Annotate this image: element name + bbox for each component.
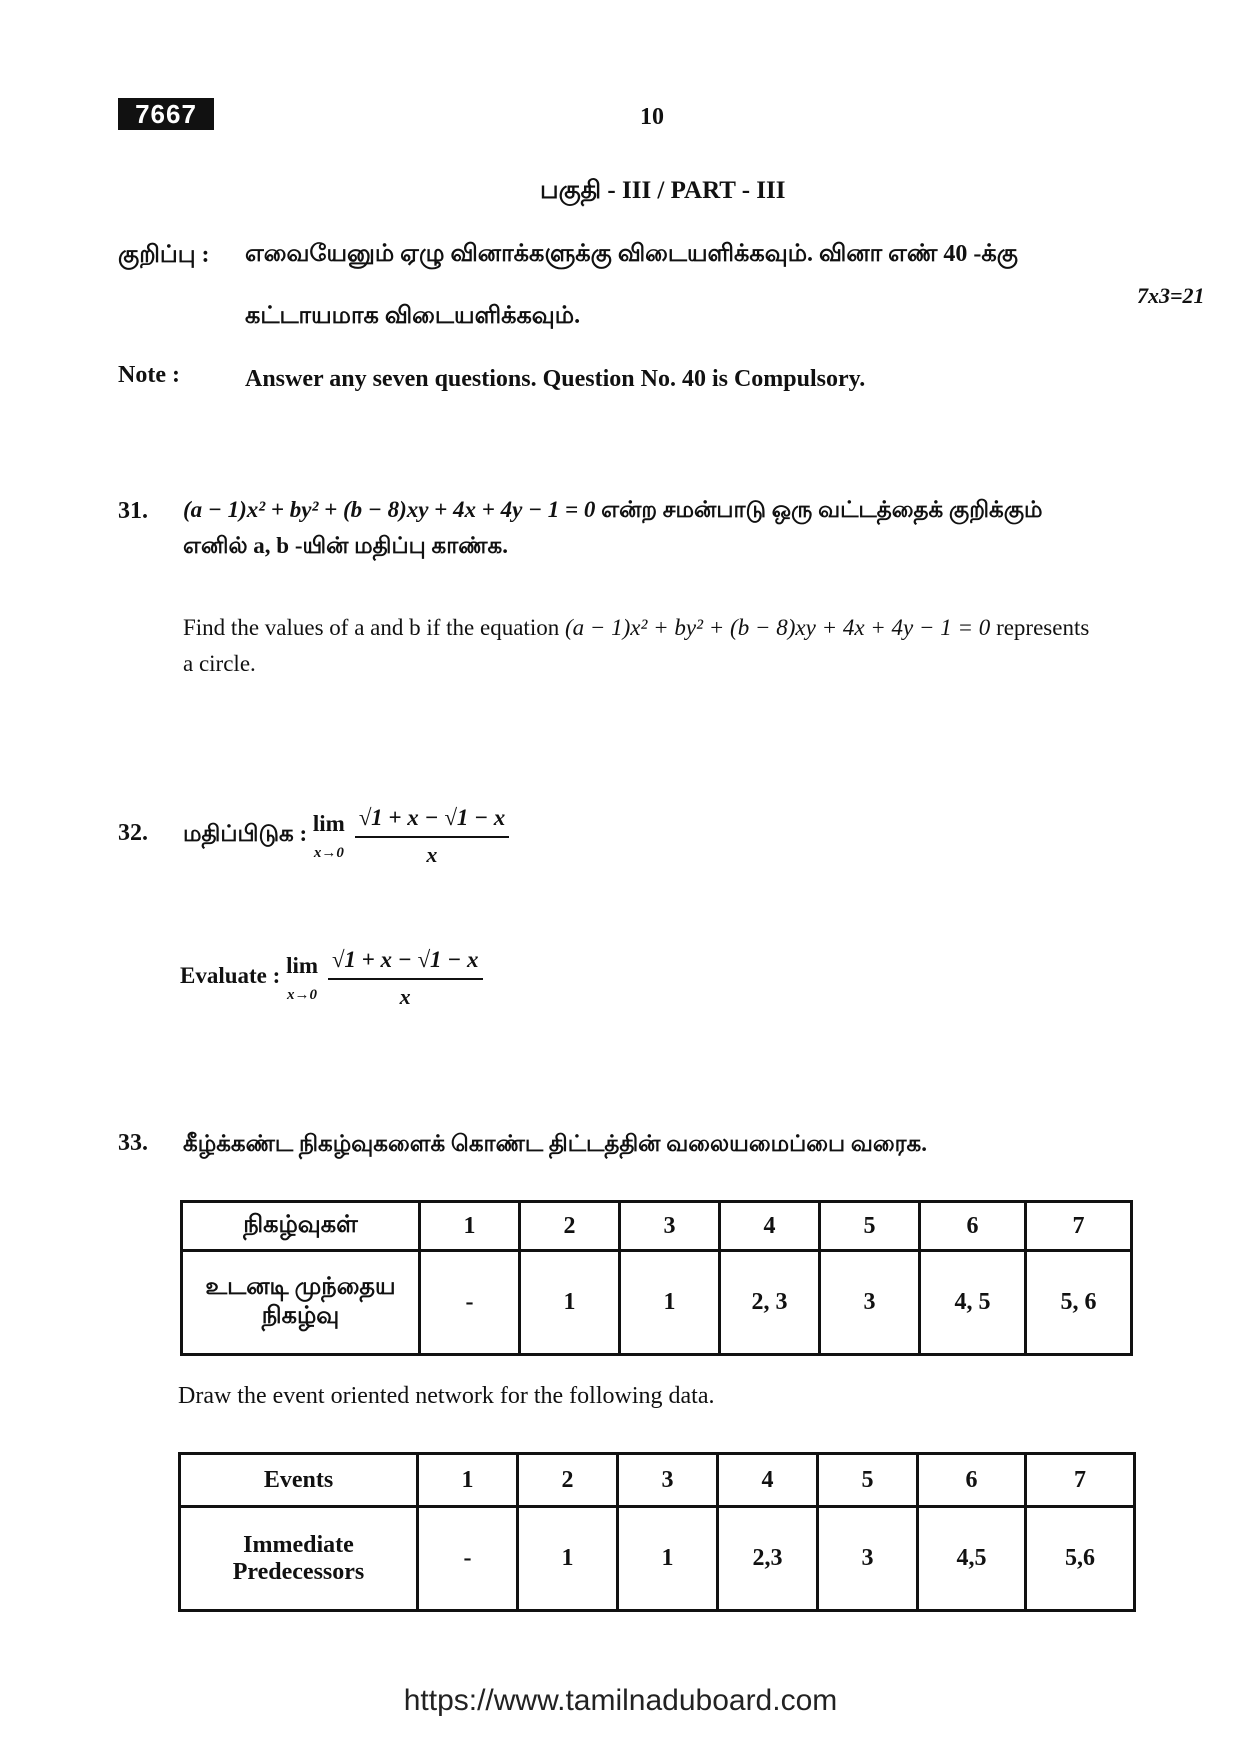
predecessor-cell: 1 — [620, 1251, 720, 1355]
predecessor-cell: 2,3 — [718, 1507, 818, 1611]
predecessor-cell: 4, 5 — [920, 1251, 1026, 1355]
predecessor-cell: - — [418, 1507, 518, 1611]
event-cell: 1 — [418, 1454, 518, 1507]
fraction-numerator: √1 + x − √1 − x — [355, 800, 510, 838]
lim-word: lim — [312, 811, 345, 837]
lim-word-english: lim — [286, 953, 319, 979]
question-31-english-text-2: represents — [996, 615, 1090, 640]
question-31-number: 31. — [118, 498, 148, 524]
question-32-english — [180, 942, 483, 1014]
question-31-english — [183, 610, 1193, 681]
question-31-english-text-3: a circle. — [183, 650, 256, 676]
question-32-number: 32. — [118, 820, 148, 846]
note-text-english: Answer any seven questions. Question No. 40 is Compulsory. — [245, 366, 866, 392]
predecessor-cell: - — [420, 1251, 520, 1355]
limit-operator — [313, 806, 345, 865]
question-31-equation-tamil: (a − 1)x² + by² + (b − 8)xy + 4x + 4y − 1 = 0 — [183, 497, 596, 522]
event-cell: 7 — [1026, 1202, 1132, 1251]
table-row — [182, 1251, 1132, 1355]
predecessor-cell: 5, 6 — [1026, 1251, 1132, 1355]
note-text-tamil-line2: கட்டாயமாக விடையளிக்கவும். — [245, 303, 581, 329]
event-cell: 3 — [620, 1202, 720, 1251]
limit-fraction — [355, 800, 510, 872]
event-cell: 7 — [1026, 1454, 1135, 1507]
event-cell: 6 — [920, 1202, 1026, 1251]
limit-operator-english — [286, 948, 318, 1007]
table-row — [180, 1454, 1135, 1507]
paper-code-badge: 7667 — [118, 98, 214, 130]
event-cell: 3 — [618, 1454, 718, 1507]
table-row — [180, 1507, 1135, 1611]
note-text-tamil-line1: எவையேனும் ஏழு வினாக்களுக்கு விடையளிக்கவும். வினா எண் 40 -க்கு — [245, 241, 1018, 267]
question-31-tamil — [183, 492, 1193, 563]
event-cell: 1 — [420, 1202, 520, 1251]
note-label-tamil: குறிப்பு : — [118, 242, 210, 268]
predecessor-cell: 3 — [818, 1507, 918, 1611]
event-cell: 2 — [518, 1454, 618, 1507]
question-31-english-text-1: Find the values of a and b if the equation — [183, 615, 560, 640]
fraction-denominator-english: x — [399, 983, 411, 1009]
predecessor-cell: 4,5 — [918, 1507, 1026, 1611]
note-label-english: Note : — [118, 362, 180, 388]
fraction-numerator-english: √1 + x − √1 − x — [328, 942, 483, 980]
lim-subscript: x→0 — [313, 845, 344, 862]
event-table-english — [178, 1452, 1136, 1612]
question-33-english-text: Draw the event oriented network for the following data. — [178, 1383, 715, 1409]
question-31-tamil-text-1: என்ற சமன்பாடு ஒரு வட்டத்தைக் குறிக்கும் — [601, 497, 1043, 522]
event-cell: 5 — [820, 1202, 920, 1251]
question-31-tamil-text-2: எனில் a, b -யின் மதிப்பு காண்க. — [183, 532, 508, 558]
event-cell: 5 — [818, 1454, 918, 1507]
marks-allocation: 7x3=21 — [1137, 283, 1205, 308]
lim-subscript-english: x→0 — [287, 987, 318, 1004]
predecessor-cell: 2, 3 — [720, 1251, 820, 1355]
event-cell: 2 — [520, 1202, 620, 1251]
question-33-tamil-text: கீழ்க்கண்ட நிகழ்வுகளைக் கொண்ட திட்டத்தின் வலையமைப்பை வரைக. — [183, 1131, 927, 1156]
event-cell: 4 — [718, 1454, 818, 1507]
page-number: 10 — [640, 104, 664, 130]
question-32-tamil — [183, 800, 509, 872]
question-32-english-label: Evaluate : — [180, 963, 281, 989]
predecessor-cell: 1 — [520, 1251, 620, 1355]
predecessor-cell: 5,6 — [1026, 1507, 1135, 1611]
question-31-equation-english: (a − 1)x² + by² + (b − 8)xy + 4x + 4y − 1 = 0 — [564, 615, 991, 640]
predecessor-cell: 1 — [618, 1507, 718, 1611]
part-heading: பகுதி - III / PART - III — [540, 177, 786, 204]
row-label-cell: Immediate Predecessors — [180, 1507, 418, 1611]
predecessor-cell: 1 — [518, 1507, 618, 1611]
fraction-denominator: x — [426, 841, 438, 867]
question-33-number: 33. — [118, 1130, 148, 1156]
table-header-cell: நிகழ்வுகள் — [182, 1202, 420, 1251]
event-cell: 6 — [918, 1454, 1026, 1507]
table-header-cell: Events — [180, 1454, 418, 1507]
row-label-cell: உடனடி முந்தைய நிகழ்வு — [182, 1251, 420, 1355]
event-table-tamil — [180, 1200, 1133, 1356]
question-32-tamil-label: மதிப்பிடுக : — [183, 821, 308, 847]
limit-fraction-english — [328, 942, 483, 1014]
predecessor-cell: 3 — [820, 1251, 920, 1355]
event-cell: 4 — [720, 1202, 820, 1251]
footer-url: https://www.tamilnaduboard.com — [403, 1684, 838, 1717]
table-row — [182, 1202, 1132, 1251]
